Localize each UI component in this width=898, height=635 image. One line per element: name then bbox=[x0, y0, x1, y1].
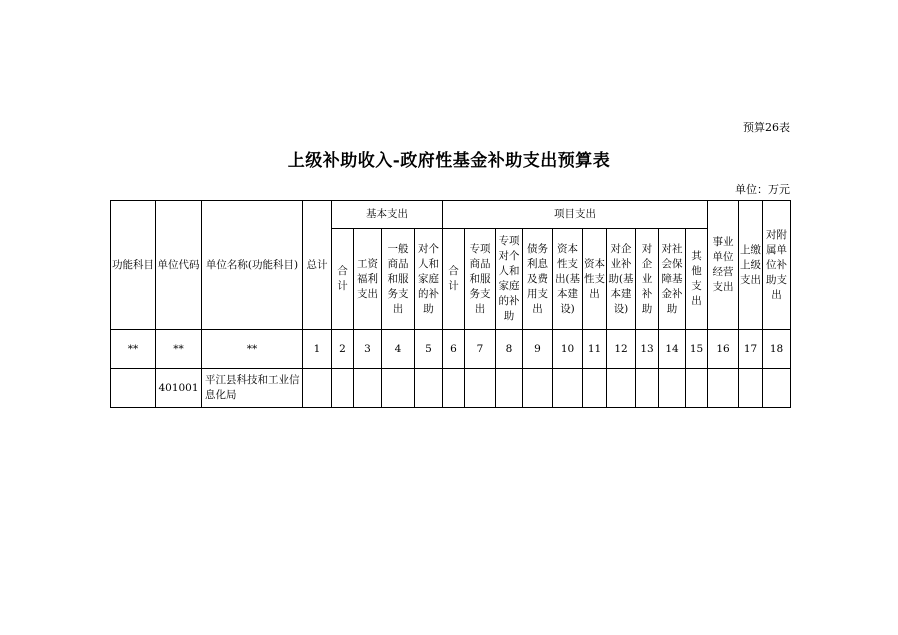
cell-empty bbox=[686, 369, 708, 408]
cell-empty bbox=[607, 369, 636, 408]
number-cell: 11 bbox=[583, 330, 607, 369]
cell-empty bbox=[763, 369, 791, 408]
cell-unit-name: 平江县科技和工业信息化局 bbox=[202, 369, 303, 408]
cell-empty bbox=[523, 369, 553, 408]
number-cell: 4 bbox=[382, 330, 415, 369]
cell-empty bbox=[465, 369, 496, 408]
header-project-col: 对企业补助 bbox=[636, 229, 659, 330]
form-number: 预算26表 bbox=[743, 121, 790, 134]
number-cell: 17 bbox=[739, 330, 763, 369]
cell-func-subject bbox=[111, 369, 156, 408]
number-cell: ** bbox=[111, 330, 156, 369]
header-func-subject: 功能科目 bbox=[111, 201, 156, 330]
header-upper: 上缴上级支出 bbox=[739, 201, 763, 330]
header-unit-name: 单位名称(功能科目) bbox=[202, 201, 303, 330]
cell-empty bbox=[583, 369, 607, 408]
number-cell: 14 bbox=[659, 330, 686, 369]
header-basic-col: 对个人和家庭的补助 bbox=[415, 229, 443, 330]
number-cell: 8 bbox=[496, 330, 523, 369]
header-project-col: 对企业补助(基本建设) bbox=[607, 229, 636, 330]
header-project-col: 资本性支出 bbox=[583, 229, 607, 330]
cell-empty bbox=[354, 369, 382, 408]
cell-empty bbox=[415, 369, 443, 408]
cell-unit-code: 401001 bbox=[156, 369, 202, 408]
number-cell: ** bbox=[202, 330, 303, 369]
number-cell: 1 bbox=[303, 330, 332, 369]
cell-empty bbox=[303, 369, 332, 408]
header-subordinate: 对附属单位补助支出 bbox=[763, 201, 791, 330]
header-basic-col: 一般商品和服务支出 bbox=[382, 229, 415, 330]
header-business: 事业单位经营支出 bbox=[708, 201, 739, 330]
header-project-col: 合计 bbox=[443, 229, 465, 330]
number-cell: 7 bbox=[465, 330, 496, 369]
number-cell: 5 bbox=[415, 330, 443, 369]
number-cell: 9 bbox=[523, 330, 553, 369]
page-title: 上级补助收入-政府性基金补助支出预算表 bbox=[287, 151, 611, 171]
cell-empty bbox=[708, 369, 739, 408]
number-cell: ** bbox=[156, 330, 202, 369]
cell-empty bbox=[443, 369, 465, 408]
number-cell: 18 bbox=[763, 330, 791, 369]
header-project-col: 专项对个人和家庭的补助 bbox=[496, 229, 523, 330]
header-project: 项目支出 bbox=[443, 201, 708, 229]
header-basic: 基本支出 bbox=[332, 201, 443, 229]
number-cell: 13 bbox=[636, 330, 659, 369]
header-project-col: 其他支出 bbox=[686, 229, 708, 330]
table-row bbox=[111, 369, 791, 408]
number-cell: 15 bbox=[686, 330, 708, 369]
cell-empty bbox=[659, 369, 686, 408]
cell-empty bbox=[496, 369, 523, 408]
header-basic-col: 合计 bbox=[332, 229, 354, 330]
header-basic-col: 工资福利支出 bbox=[354, 229, 382, 330]
number-cell: 2 bbox=[332, 330, 354, 369]
number-cell: 10 bbox=[553, 330, 583, 369]
unit-label: 单位：万元 bbox=[735, 183, 790, 196]
header-project-col: 对社会保障基金补助 bbox=[659, 229, 686, 330]
header-project-col: 债务利息及费用支出 bbox=[523, 229, 553, 330]
header-project-col: 资本性支出(基本建设) bbox=[553, 229, 583, 330]
cell-empty bbox=[553, 369, 583, 408]
number-cell: 16 bbox=[708, 330, 739, 369]
header-unit-code: 单位代码 bbox=[156, 201, 202, 330]
number-cell: 3 bbox=[354, 330, 382, 369]
number-cell: 12 bbox=[607, 330, 636, 369]
cell-empty bbox=[636, 369, 659, 408]
header-total: 总计 bbox=[303, 201, 332, 330]
budget-table bbox=[110, 200, 791, 408]
number-cell: 6 bbox=[443, 330, 465, 369]
cell-empty bbox=[332, 369, 354, 408]
cell-empty bbox=[382, 369, 415, 408]
cell-empty bbox=[739, 369, 763, 408]
header-project-col: 专项商品和服务支出 bbox=[465, 229, 496, 330]
